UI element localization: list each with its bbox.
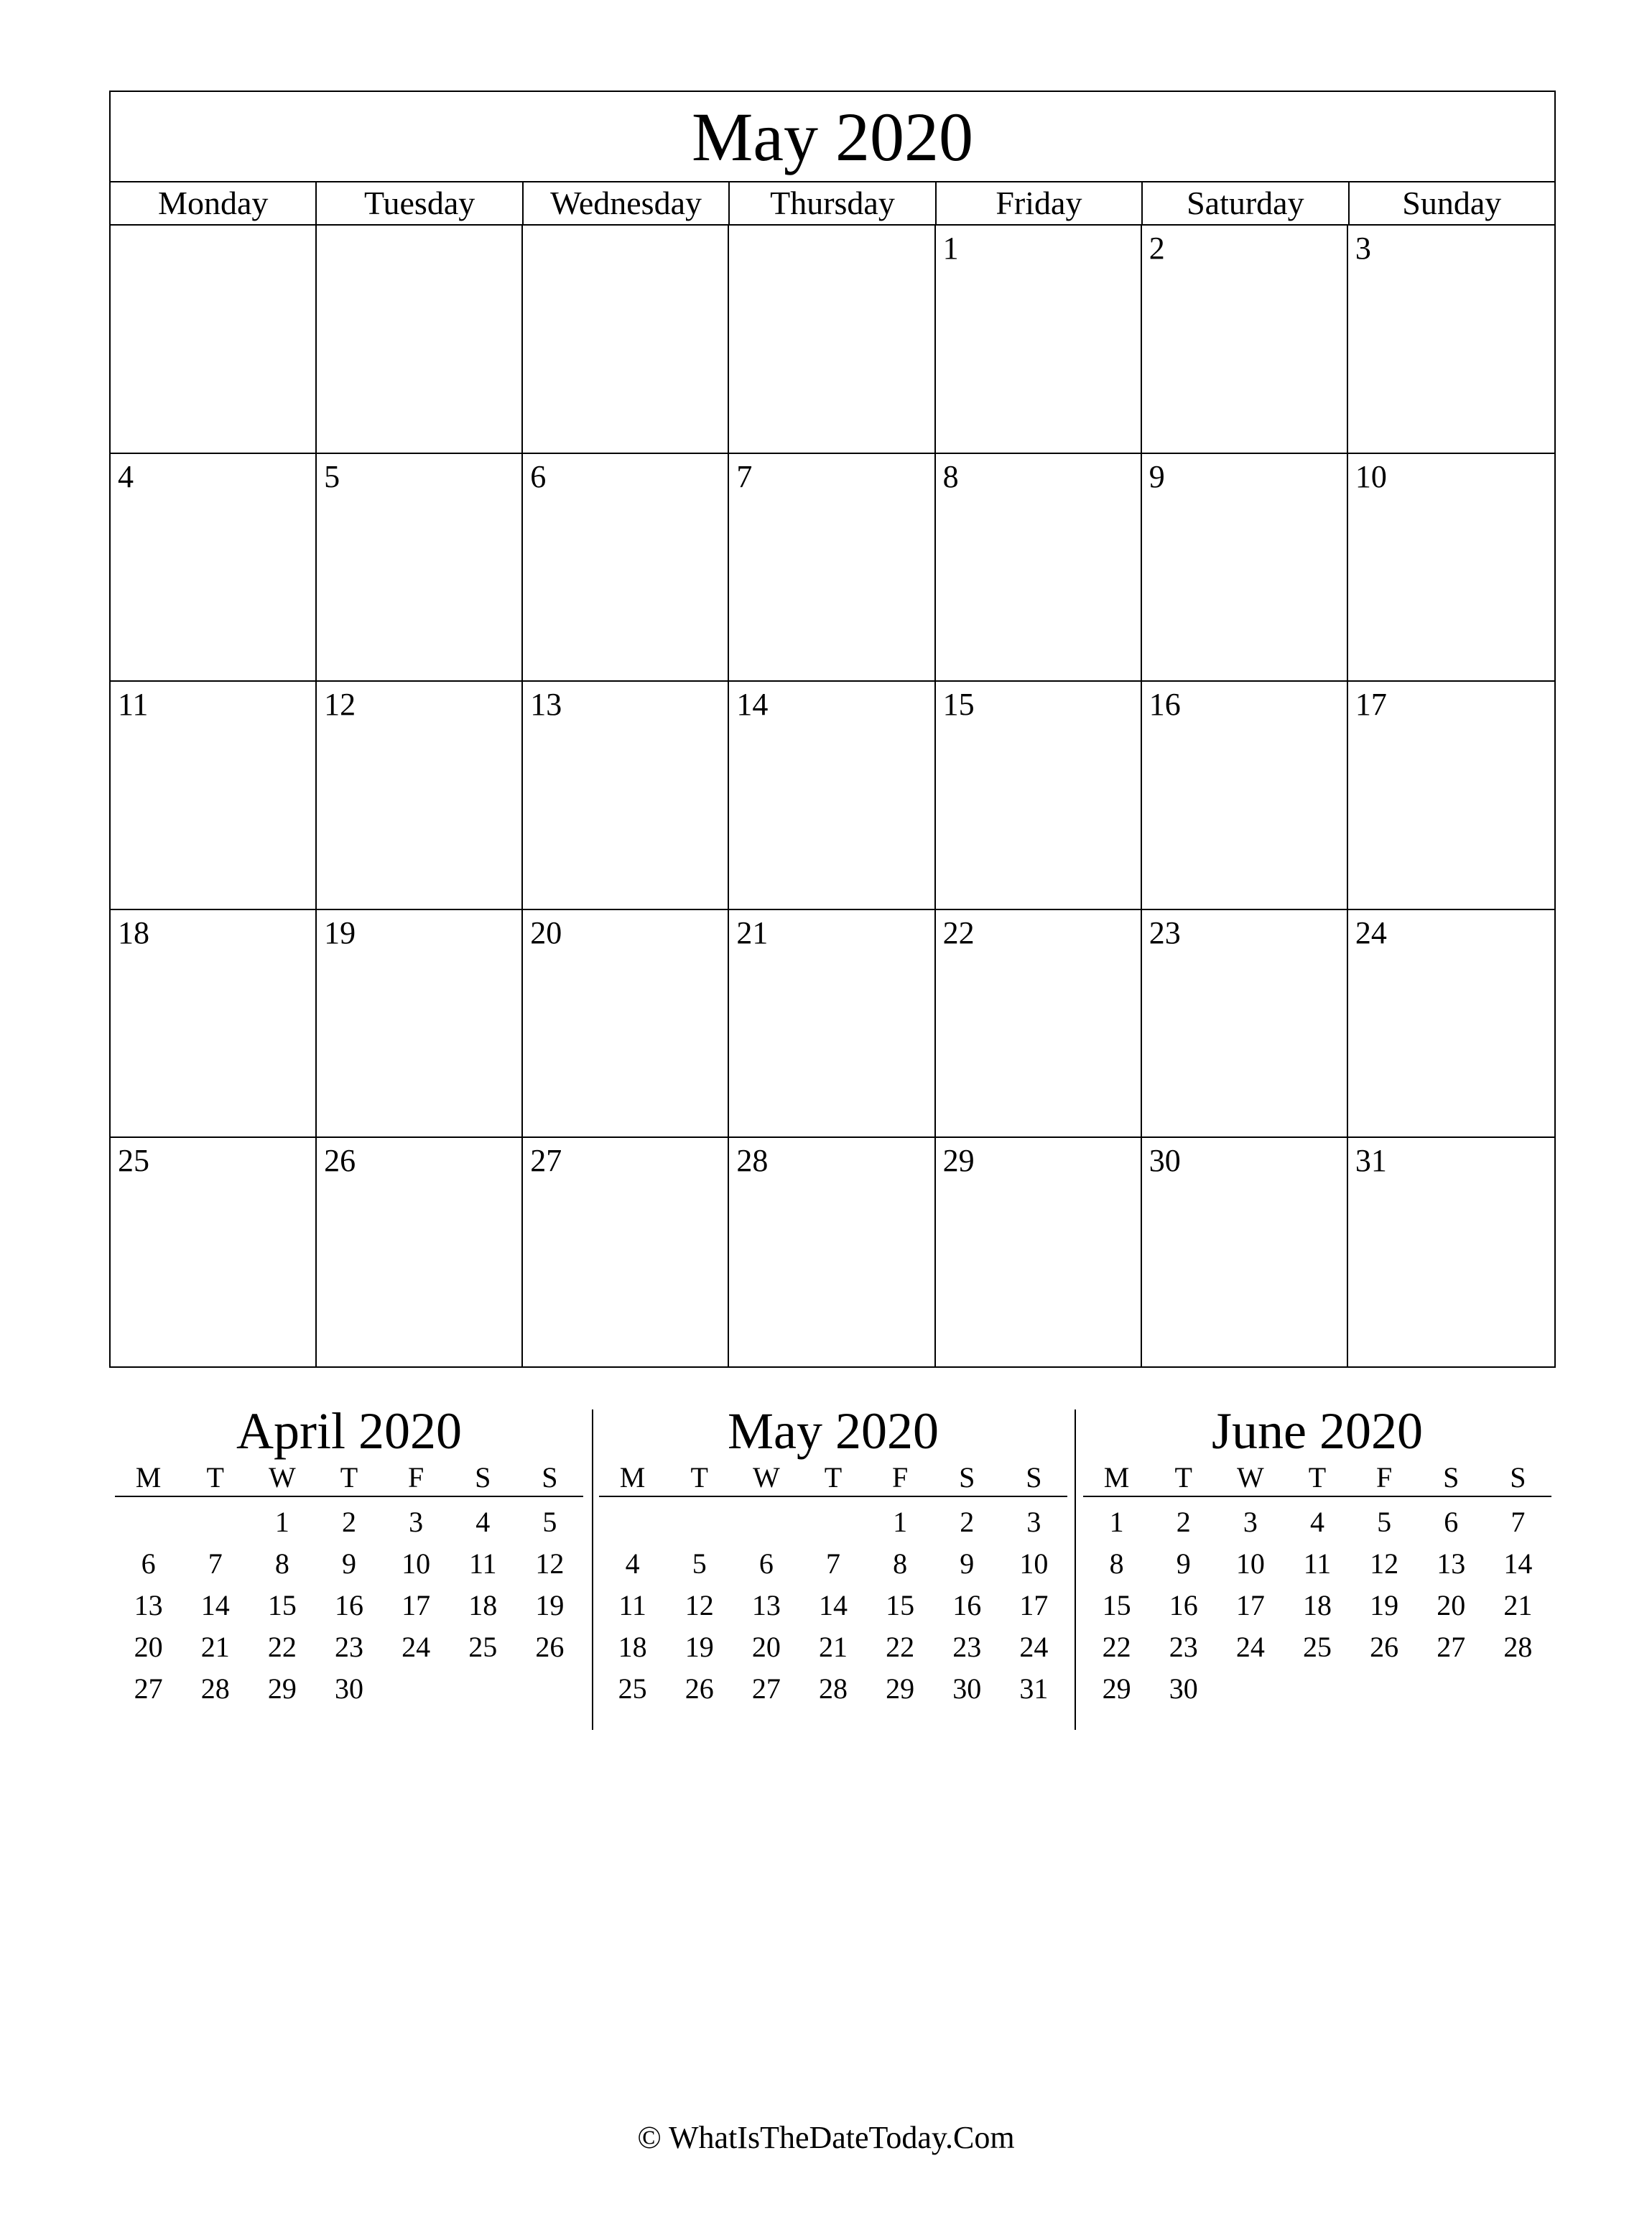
mini-weekday-label: F bbox=[408, 1461, 424, 1494]
mini-day-number: 9 bbox=[1176, 1547, 1191, 1580]
mini-day-number bbox=[1418, 1668, 1485, 1710]
mini-day-number: 8 bbox=[893, 1547, 908, 1580]
day-number: 31 bbox=[1355, 1143, 1387, 1179]
mini-weekday-label: M bbox=[135, 1461, 162, 1494]
mini-day-number: 17 bbox=[1019, 1589, 1049, 1621]
day-number: 12 bbox=[324, 687, 356, 723]
day-cell[interactable] bbox=[1142, 454, 1348, 682]
mini-day-number bbox=[182, 1501, 249, 1543]
weekday-label: Sunday bbox=[1402, 185, 1502, 221]
mini-weekday-label: T bbox=[1308, 1461, 1327, 1494]
mini-weekday-label: T bbox=[690, 1461, 708, 1494]
mini-day-number: 15 bbox=[1102, 1589, 1131, 1621]
day-cell[interactable] bbox=[111, 1138, 317, 1366]
mini-day-number: 24 bbox=[402, 1631, 431, 1663]
day-cell[interactable] bbox=[111, 682, 317, 910]
main-calendar bbox=[109, 91, 1556, 1368]
day-cell[interactable] bbox=[523, 682, 729, 910]
mini-day-number: 11 bbox=[1303, 1547, 1332, 1580]
mini-day-number: 17 bbox=[1235, 1589, 1265, 1621]
mini-day-number: 18 bbox=[1302, 1589, 1332, 1621]
mini-day-number: 7 bbox=[825, 1547, 840, 1580]
mini-day-number: 28 bbox=[818, 1672, 848, 1705]
day-number: 10 bbox=[1355, 458, 1387, 494]
mini-day-number: 3 bbox=[409, 1506, 424, 1538]
mini-day-number: 22 bbox=[886, 1631, 915, 1663]
mini-day-number: 9 bbox=[341, 1547, 356, 1580]
day-cell[interactable] bbox=[523, 910, 729, 1139]
mini-day-number: 7 bbox=[208, 1547, 223, 1580]
mini-day-number bbox=[1351, 1668, 1418, 1710]
mini-weekday-label: F bbox=[892, 1461, 909, 1494]
day-cell[interactable] bbox=[523, 226, 729, 454]
day-number: 2 bbox=[1148, 231, 1165, 266]
mini-day-number: 6 bbox=[141, 1547, 156, 1580]
day-cell[interactable] bbox=[317, 682, 523, 910]
mini-weekday-label: W bbox=[1236, 1461, 1264, 1494]
mini-day-number: 10 bbox=[1235, 1547, 1265, 1580]
day-number: 20 bbox=[530, 915, 562, 950]
mini-day-number: 22 bbox=[1102, 1631, 1131, 1663]
mini-day-number: 1 bbox=[893, 1506, 908, 1538]
day-number: 15 bbox=[942, 687, 975, 723]
mini-divider bbox=[1075, 1409, 1076, 1730]
mini-calendar-title: June 2020 bbox=[1212, 1402, 1423, 1460]
mini-day-number: 4 bbox=[625, 1547, 640, 1580]
day-cell[interactable] bbox=[729, 226, 935, 454]
mini-day-grid bbox=[115, 1501, 583, 1710]
day-cell[interactable] bbox=[936, 454, 1142, 682]
day-cell[interactable] bbox=[317, 454, 523, 682]
mini-day-number: 2 bbox=[341, 1506, 356, 1538]
mini-day-number: 10 bbox=[402, 1547, 431, 1580]
mini-day-number: 4 bbox=[475, 1506, 491, 1538]
mini-day-number: 30 bbox=[1169, 1672, 1198, 1705]
day-number: 1 bbox=[942, 231, 959, 266]
day-cell[interactable] bbox=[111, 226, 317, 454]
day-cell[interactable] bbox=[729, 682, 935, 910]
day-number: 19 bbox=[324, 915, 356, 950]
mini-day-number: 19 bbox=[1370, 1589, 1399, 1621]
mini-day-number: 3 bbox=[1026, 1506, 1041, 1538]
day-cell[interactable] bbox=[1348, 682, 1554, 910]
mini-weekday-label: T bbox=[1174, 1461, 1192, 1494]
day-cell[interactable] bbox=[1142, 910, 1348, 1139]
mini-calendar-june bbox=[1083, 1401, 1551, 1731]
day-number: 11 bbox=[118, 687, 149, 723]
mini-day-number: 13 bbox=[751, 1589, 781, 1621]
mini-day-number: 23 bbox=[1169, 1631, 1198, 1663]
mini-day-number: 12 bbox=[685, 1589, 714, 1621]
day-cell[interactable] bbox=[1348, 1138, 1554, 1366]
mini-day-number: 16 bbox=[952, 1589, 982, 1621]
weekday-label: Wednesday bbox=[524, 182, 730, 224]
mini-day-number: 14 bbox=[200, 1589, 230, 1621]
day-number: 3 bbox=[1355, 231, 1371, 266]
mini-weekday-label: T bbox=[206, 1461, 224, 1494]
mini-weekday-label: S bbox=[1026, 1461, 1042, 1494]
day-number: 8 bbox=[942, 458, 959, 494]
mini-day-number: 26 bbox=[1370, 1631, 1399, 1663]
mini-day-number: 20 bbox=[134, 1631, 163, 1663]
day-number: 7 bbox=[736, 458, 753, 494]
mini-day-number: 14 bbox=[818, 1589, 848, 1621]
day-grid bbox=[111, 226, 1554, 1366]
mini-day-number bbox=[666, 1501, 733, 1543]
mini-day-number: 23 bbox=[952, 1631, 982, 1663]
mini-day-number bbox=[450, 1668, 516, 1710]
mini-day-number: 21 bbox=[818, 1631, 848, 1663]
mini-day-number: 12 bbox=[1370, 1547, 1399, 1580]
mini-day-number: 28 bbox=[1503, 1631, 1533, 1663]
mini-day-number: 27 bbox=[1437, 1631, 1466, 1663]
mini-day-number bbox=[383, 1668, 450, 1710]
day-cell[interactable] bbox=[729, 910, 935, 1139]
day-number: 9 bbox=[1148, 458, 1165, 494]
mini-weekday-label: T bbox=[824, 1461, 843, 1494]
day-cell[interactable] bbox=[1348, 454, 1554, 682]
day-cell[interactable] bbox=[1348, 226, 1554, 454]
day-cell[interactable] bbox=[111, 910, 317, 1139]
mini-day-number: 26 bbox=[535, 1631, 565, 1663]
day-number: 28 bbox=[736, 1143, 769, 1179]
mini-day-number: 16 bbox=[1169, 1589, 1198, 1621]
mini-weekday-header bbox=[599, 1461, 1067, 1497]
mini-day-number: 23 bbox=[334, 1631, 363, 1663]
day-number: 16 bbox=[1148, 687, 1181, 723]
mini-day-number: 2 bbox=[960, 1506, 975, 1538]
day-number: 25 bbox=[118, 1143, 149, 1179]
mini-day-number: 8 bbox=[1109, 1547, 1124, 1580]
mini-day-number: 3 bbox=[1243, 1506, 1258, 1538]
mini-day-number: 27 bbox=[134, 1672, 163, 1705]
mini-weekday-label: S bbox=[1443, 1461, 1460, 1494]
mini-day-number: 22 bbox=[267, 1631, 297, 1663]
day-number: 14 bbox=[736, 687, 769, 723]
mini-calendars bbox=[115, 1401, 1551, 1731]
mini-weekday-label: W bbox=[268, 1461, 296, 1494]
day-cell[interactable] bbox=[936, 226, 1142, 454]
mini-day-number: 25 bbox=[1302, 1631, 1332, 1663]
mini-day-number: 19 bbox=[535, 1589, 565, 1621]
mini-weekday-label: M bbox=[1103, 1461, 1130, 1494]
day-number: 18 bbox=[118, 915, 149, 950]
mini-day-number: 29 bbox=[886, 1672, 915, 1705]
mini-day-number: 25 bbox=[468, 1631, 498, 1663]
day-cell[interactable] bbox=[729, 1138, 935, 1366]
mini-day-number: 8 bbox=[274, 1547, 289, 1580]
day-number: 6 bbox=[530, 458, 547, 494]
day-number: 4 bbox=[118, 458, 134, 494]
weekday-label: Monday bbox=[111, 182, 317, 224]
mini-day-number: 29 bbox=[1102, 1672, 1131, 1705]
mini-day-number: 20 bbox=[751, 1631, 781, 1663]
mini-day-number: 2 bbox=[1176, 1506, 1191, 1538]
mini-weekday-label: S bbox=[542, 1461, 558, 1494]
mini-day-number: 15 bbox=[886, 1589, 915, 1621]
mini-day-number: 19 bbox=[685, 1631, 714, 1663]
day-cell[interactable] bbox=[1142, 226, 1348, 454]
weekday-label: Thursday bbox=[730, 182, 936, 224]
day-cell[interactable] bbox=[936, 1138, 1142, 1366]
day-cell[interactable] bbox=[111, 454, 317, 682]
mini-day-number: 11 bbox=[618, 1589, 646, 1621]
day-cell[interactable] bbox=[317, 1138, 523, 1366]
day-number: 29 bbox=[942, 1143, 975, 1179]
mini-day-number: 24 bbox=[1019, 1631, 1049, 1663]
mini-day-number: 15 bbox=[267, 1589, 297, 1621]
mini-day-number: 5 bbox=[692, 1547, 707, 1580]
mini-day-number: 18 bbox=[618, 1631, 647, 1663]
mini-day-number: 26 bbox=[685, 1672, 714, 1705]
footer-copyright: © WhatIsTheDateToday.Com bbox=[637, 2120, 1015, 2155]
mini-weekday-label: S bbox=[959, 1461, 975, 1494]
mini-day-number bbox=[799, 1501, 866, 1543]
mini-day-number bbox=[1485, 1668, 1551, 1710]
day-number: 24 bbox=[1355, 915, 1387, 950]
day-cell[interactable] bbox=[317, 226, 523, 454]
mini-day-number: 24 bbox=[1235, 1631, 1265, 1663]
mini-day-number: 5 bbox=[542, 1506, 557, 1538]
mini-divider bbox=[592, 1409, 593, 1730]
mini-day-number: 6 bbox=[758, 1547, 774, 1580]
mini-day-number: 5 bbox=[1377, 1506, 1392, 1538]
mini-weekday-header bbox=[1083, 1461, 1551, 1497]
mini-weekday-label: M bbox=[619, 1461, 646, 1494]
mini-day-number: 12 bbox=[535, 1547, 565, 1580]
mini-weekday-label: S bbox=[1510, 1461, 1526, 1494]
day-cell[interactable] bbox=[523, 1138, 729, 1366]
mini-day-number bbox=[1217, 1668, 1284, 1710]
day-cell[interactable] bbox=[1142, 682, 1348, 910]
mini-weekday-label: W bbox=[752, 1461, 780, 1494]
mini-day-number: 16 bbox=[334, 1589, 363, 1621]
day-number: 23 bbox=[1148, 915, 1181, 950]
mini-day-number: 17 bbox=[402, 1589, 431, 1621]
mini-day-number bbox=[1284, 1668, 1350, 1710]
mini-day-number: 18 bbox=[468, 1589, 498, 1621]
weekday-label: Tuesday bbox=[317, 182, 523, 224]
mini-day-number: 31 bbox=[1019, 1672, 1049, 1705]
day-number: 5 bbox=[324, 458, 340, 494]
mini-day-number bbox=[516, 1668, 583, 1710]
day-number: 17 bbox=[1355, 687, 1387, 723]
mini-day-number: 7 bbox=[1511, 1506, 1526, 1538]
mini-day-number: 27 bbox=[751, 1672, 781, 1705]
mini-day-number: 30 bbox=[334, 1672, 363, 1705]
mini-day-number: 1 bbox=[274, 1506, 289, 1538]
day-number: 30 bbox=[1148, 1143, 1181, 1179]
mini-day-number: 13 bbox=[1437, 1547, 1466, 1580]
mini-day-number: 14 bbox=[1503, 1547, 1533, 1580]
mini-day-number: 20 bbox=[1437, 1589, 1466, 1621]
day-cell[interactable] bbox=[1142, 1138, 1348, 1366]
mini-day-number: 25 bbox=[618, 1672, 647, 1705]
weekday-label: Saturday bbox=[1143, 182, 1349, 224]
day-cell[interactable] bbox=[936, 910, 1142, 1139]
mini-weekday-header bbox=[115, 1461, 583, 1497]
mini-day-number: 9 bbox=[960, 1547, 975, 1580]
mini-calendar-title: April 2020 bbox=[236, 1402, 462, 1460]
day-number: 27 bbox=[530, 1143, 562, 1179]
mini-day-number bbox=[115, 1501, 182, 1543]
mini-weekday-label: S bbox=[475, 1461, 491, 1494]
mini-day-number: 10 bbox=[1019, 1547, 1049, 1580]
mini-day-number: 21 bbox=[1503, 1589, 1533, 1621]
mini-day-number: 11 bbox=[469, 1547, 497, 1580]
day-number: 21 bbox=[736, 915, 769, 950]
day-cell[interactable] bbox=[523, 454, 729, 682]
mini-day-grid bbox=[599, 1501, 1067, 1710]
main-calendar-title: May 2020 bbox=[111, 92, 1554, 182]
day-cell[interactable] bbox=[729, 454, 935, 682]
mini-day-number: 13 bbox=[134, 1589, 163, 1621]
mini-calendar-title: May 2020 bbox=[728, 1402, 939, 1460]
mini-calendar-may bbox=[599, 1401, 1067, 1731]
mini-day-number: 1 bbox=[1109, 1506, 1124, 1538]
mini-weekday-label: F bbox=[1376, 1461, 1393, 1494]
mini-day-number: 30 bbox=[952, 1672, 982, 1705]
mini-day-number: 4 bbox=[1309, 1506, 1324, 1538]
mini-weekday-label: T bbox=[340, 1461, 358, 1494]
mini-day-number: 6 bbox=[1444, 1506, 1459, 1538]
mini-day-number bbox=[599, 1501, 666, 1543]
mini-calendar-april bbox=[115, 1401, 583, 1731]
weekday-label: Friday bbox=[937, 182, 1143, 224]
mini-day-number: 28 bbox=[200, 1672, 230, 1705]
day-cell[interactable] bbox=[317, 910, 523, 1139]
day-number: 22 bbox=[942, 915, 975, 950]
day-cell[interactable] bbox=[1348, 910, 1554, 1139]
mini-day-grid bbox=[1083, 1501, 1551, 1710]
mini-day-number: 21 bbox=[200, 1631, 230, 1663]
day-number: 26 bbox=[324, 1143, 356, 1179]
mini-day-number bbox=[733, 1501, 799, 1543]
day-number: 13 bbox=[530, 687, 562, 723]
day-cell[interactable] bbox=[936, 682, 1142, 910]
mini-day-number: 29 bbox=[267, 1672, 297, 1705]
weekday-header-row bbox=[111, 182, 1554, 226]
